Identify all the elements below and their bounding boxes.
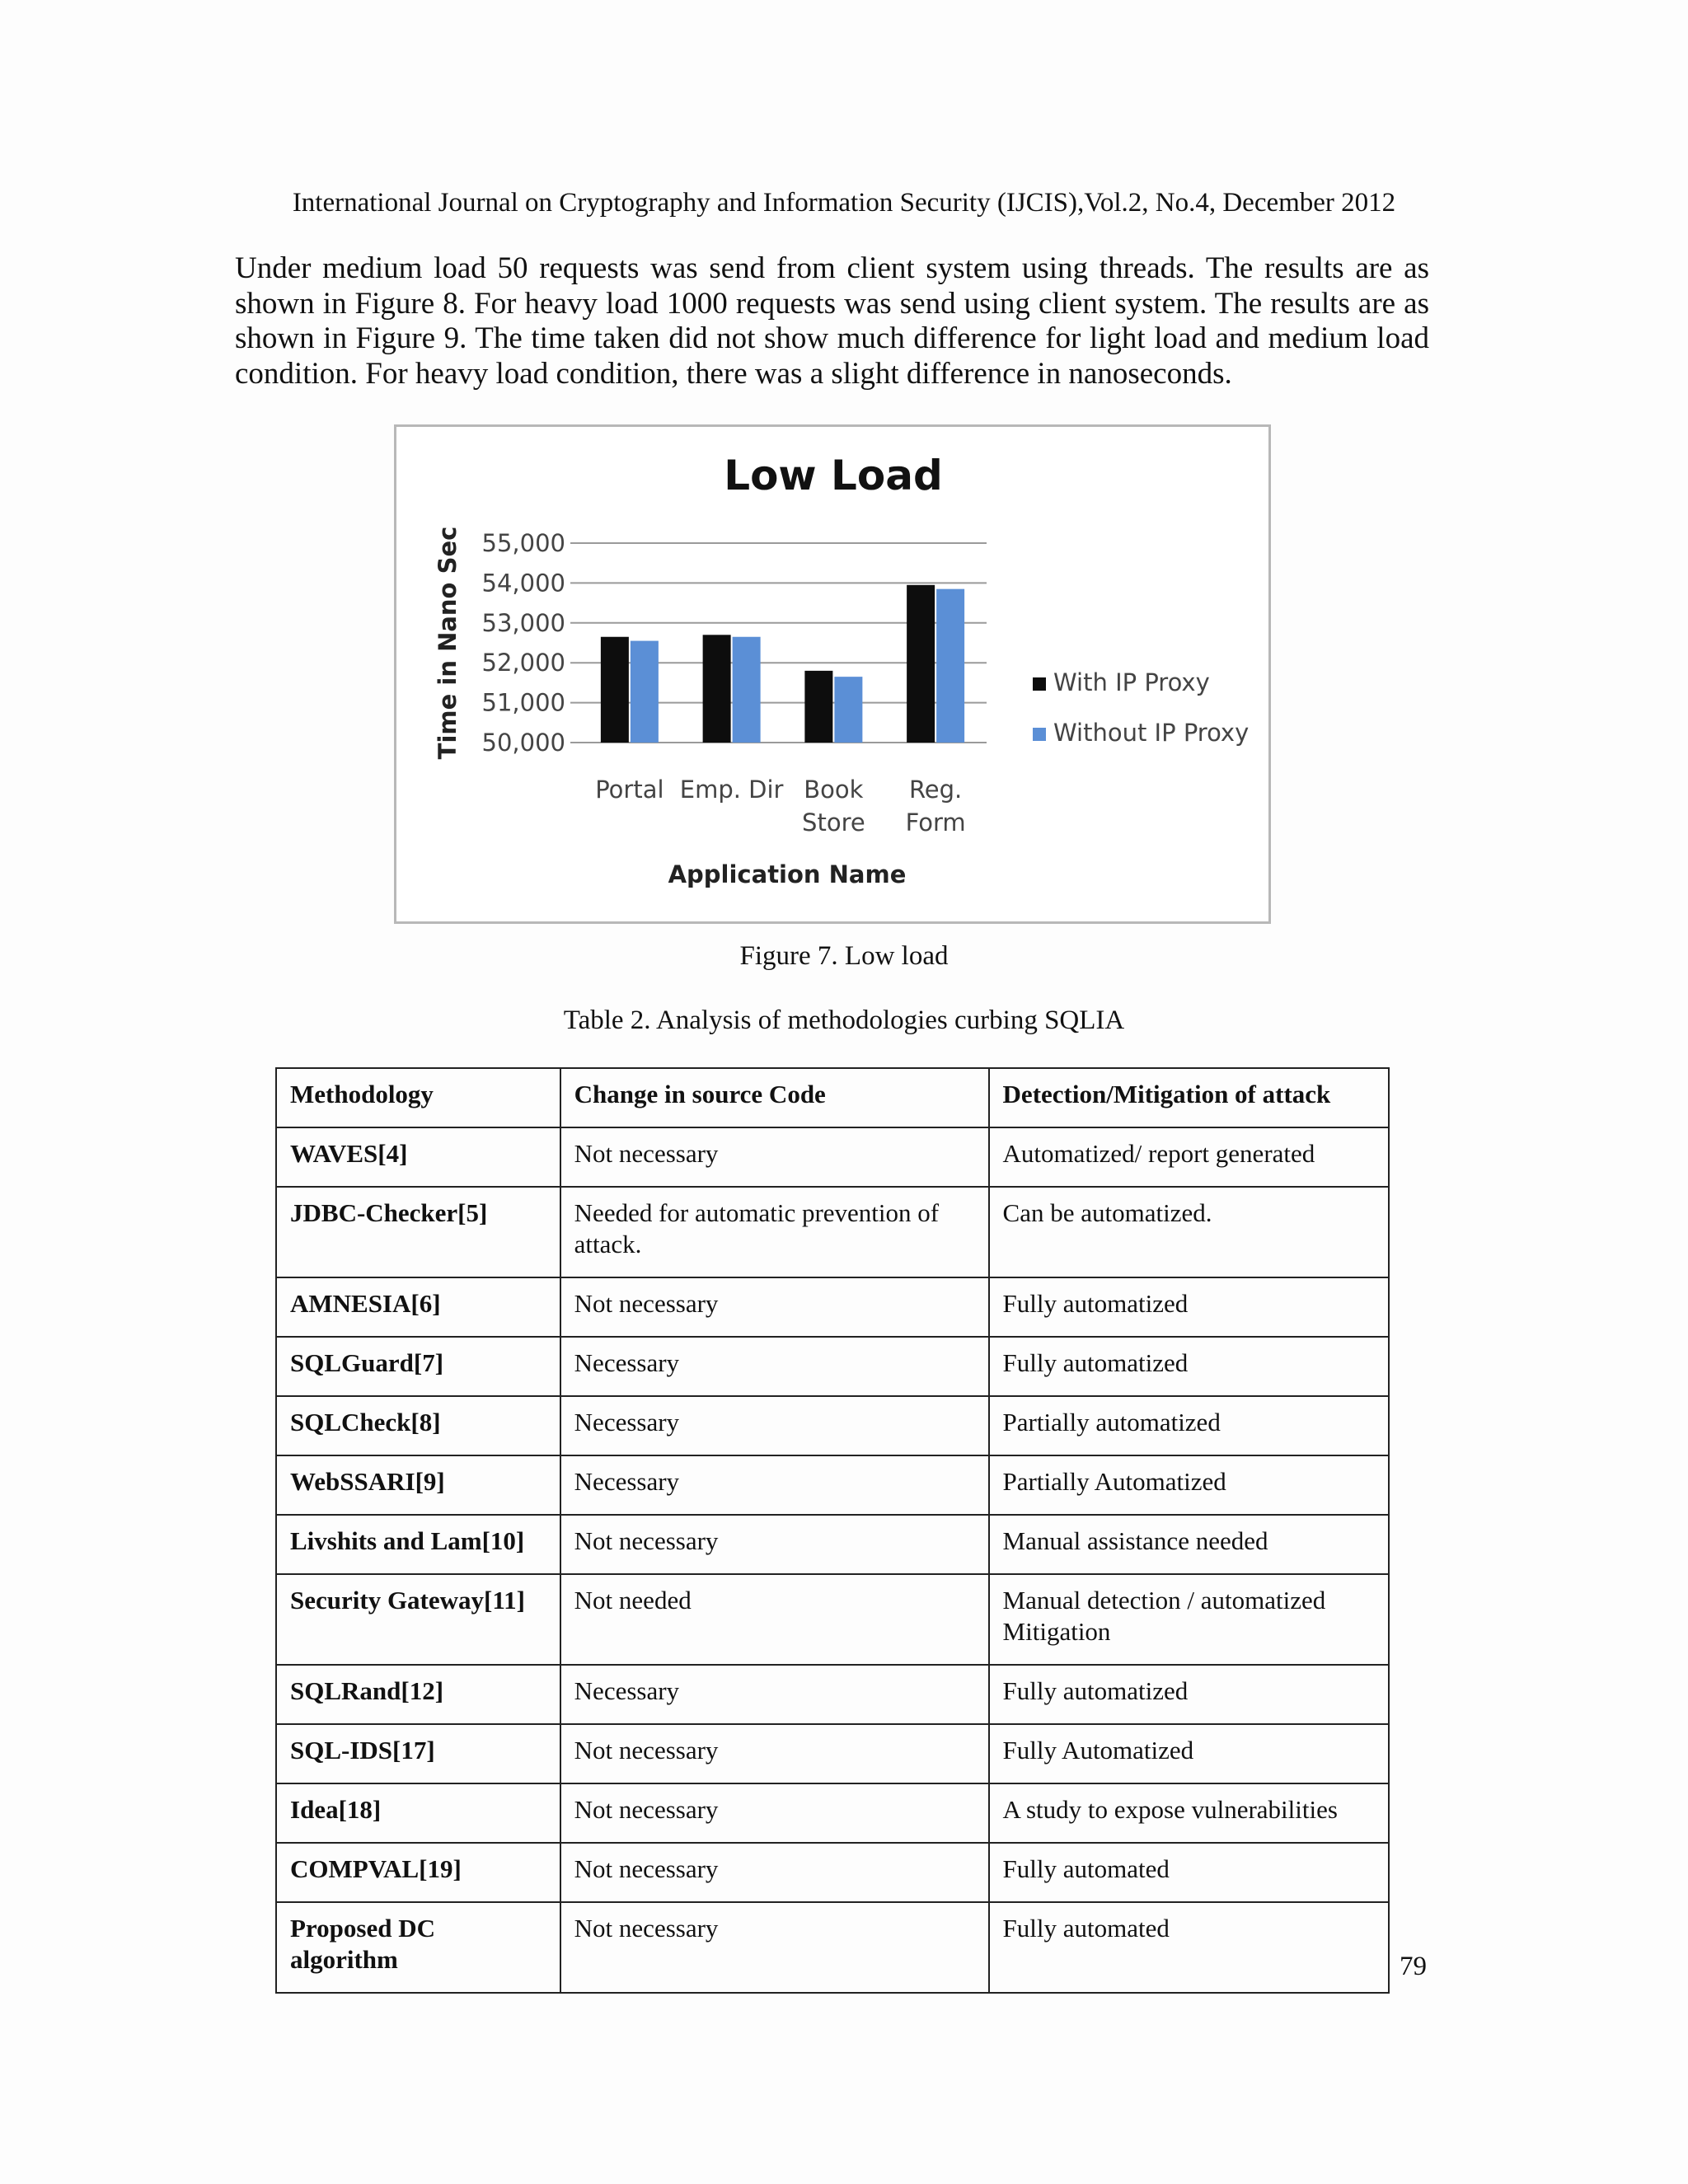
methodology-table <box>275 1067 1390 1994</box>
methodology-cell: Idea[18] <box>276 1783 560 1843</box>
x-category-label: Emp. Dir <box>679 776 784 804</box>
chart-canvas <box>396 427 1268 921</box>
body-paragraph: Under medium load 50 requests was send from client system using threads. The results are as shown in Figure 8. For heavy load 1000 requests was send using client system. The results are as shown in Figure 9. The time taken did not show much difference for light load and medium load condition. For heavy load condition, there was a slight difference in nanoseconds. <box>235 251 1429 391</box>
change-in-source-cell: Not necessary <box>560 1724 989 1783</box>
change-in-source-cell: Not necessary <box>560 1277 989 1337</box>
table-row <box>276 1515 1389 1574</box>
methodology-cell: WebSSARI[9] <box>276 1455 560 1515</box>
change-in-source-cell: Necessary <box>560 1396 989 1455</box>
bar-with-ip-proxy <box>804 671 832 743</box>
change-in-source-cell: Necessary <box>560 1665 989 1724</box>
detection-mitigation-cell: Fully Automatized <box>989 1724 1389 1783</box>
table-row <box>276 1843 1389 1902</box>
change-in-source-cell: Necessary <box>560 1337 989 1396</box>
methodology-cell: WAVES[4] <box>276 1127 560 1187</box>
table-row <box>276 1127 1389 1187</box>
change-in-source-cell: Not necessary <box>560 1515 989 1574</box>
change-in-source-cell: Necessary <box>560 1455 989 1515</box>
x-category-label: Book <box>804 776 864 804</box>
methodology-cell: Security Gateway[11] <box>276 1574 560 1665</box>
bar-without-ip-proxy <box>834 677 862 743</box>
methodology-cell: AMNESIA[6] <box>276 1277 560 1337</box>
legend-label: With IP Proxy <box>1053 668 1210 696</box>
low-load-chart <box>394 424 1271 924</box>
change-in-source-cell: Not necessary <box>560 1902 989 1993</box>
table-row <box>276 1455 1389 1515</box>
bar-without-ip-proxy <box>631 641 659 743</box>
methodology-cell: SQLCheck[8] <box>276 1396 560 1455</box>
change-in-source-cell: Not necessary <box>560 1783 989 1843</box>
change-in-source-cell: Not needed <box>560 1574 989 1665</box>
detection-mitigation-cell: Fully automated <box>989 1843 1389 1902</box>
legend-label: Without IP Proxy <box>1053 719 1250 747</box>
methodology-cell: Proposed DC algorithm <box>276 1902 560 1993</box>
detection-mitigation-cell: Fully automatized <box>989 1337 1389 1396</box>
bar-with-ip-proxy <box>703 635 731 743</box>
table-row <box>276 1724 1389 1783</box>
x-category-label: Form <box>905 808 966 837</box>
table-row <box>276 1902 1389 1993</box>
methodology-cell: Livshits and Lam[10] <box>276 1515 560 1574</box>
chart-title: Low Load <box>724 452 943 499</box>
table-row <box>276 1574 1389 1665</box>
table-row <box>276 1337 1389 1396</box>
y-tick-label: 51,000 <box>481 688 565 717</box>
y-tick-label: 50,000 <box>481 729 565 757</box>
change-in-source-cell: Needed for automatic prevention of attack. <box>560 1187 989 1277</box>
detection-mitigation-cell: Manual detection / automatized Mitigation <box>989 1574 1389 1665</box>
bar-without-ip-proxy <box>936 589 964 743</box>
table-body <box>276 1127 1389 1993</box>
detection-mitigation-cell: A study to expose vulnerabilities <box>989 1783 1389 1843</box>
x-axis-label: Application Name <box>668 860 907 888</box>
y-tick-label: 52,000 <box>481 649 565 677</box>
x-category-label: Portal <box>595 776 664 804</box>
y-tick-label: 54,000 <box>481 569 565 598</box>
change-in-source-cell: Not necessary <box>560 1127 989 1187</box>
methodology-cell: SQL-IDS[17] <box>276 1724 560 1783</box>
detection-mitigation-cell: Fully automated <box>989 1902 1389 1993</box>
y-tick-label: 53,000 <box>481 608 565 637</box>
legend-swatch <box>1033 677 1046 691</box>
methodology-cell: SQLGuard[7] <box>276 1337 560 1396</box>
bar-with-ip-proxy <box>601 637 629 743</box>
detection-mitigation-cell: Fully automatized <box>989 1277 1389 1337</box>
detection-mitigation-cell: Can be automatized. <box>989 1187 1389 1277</box>
legend-swatch <box>1033 728 1046 741</box>
page-number: 79 <box>1400 1952 1427 1981</box>
x-category-label: Reg. <box>908 776 963 804</box>
header-methodology: Methodology <box>276 1068 560 1127</box>
detection-mitigation-cell: Partially automatized <box>989 1396 1389 1455</box>
methodology-cell: JDBC-Checker[5] <box>276 1187 560 1277</box>
detection-mitigation-cell: Partially Automatized <box>989 1455 1389 1515</box>
table-header-row <box>276 1068 1389 1127</box>
journal-header: International Journal on Cryptography and Information Security (IJCIS),Vol.2, No.4, December 2012 <box>292 188 1396 218</box>
y-tick-label: 55,000 <box>481 529 565 557</box>
bar-without-ip-proxy <box>733 637 761 743</box>
table-caption: Table 2. Analysis of methodologies curbing SQLIA <box>563 1005 1125 1035</box>
table-row <box>276 1187 1389 1277</box>
x-category-label: Store <box>802 808 865 837</box>
table-row <box>276 1396 1389 1455</box>
change-in-source-cell: Not necessary <box>560 1843 989 1902</box>
table-row <box>276 1665 1389 1724</box>
detection-mitigation-cell: Automatized/ report generated <box>989 1127 1389 1187</box>
header-change-in-source-code: Change in source Code <box>560 1068 989 1127</box>
methodology-cell: COMPVAL[19] <box>276 1843 560 1902</box>
table-row <box>276 1783 1389 1843</box>
bar-with-ip-proxy <box>907 585 935 743</box>
y-axis-label: Time in Nano Sec <box>434 526 462 760</box>
detection-mitigation-cell: Manual assistance needed <box>989 1515 1389 1574</box>
figure-caption: Figure 7. Low load <box>739 941 949 971</box>
table-row <box>276 1277 1389 1337</box>
header-detection-mitigation: Detection/Mitigation of attack <box>989 1068 1389 1127</box>
methodology-cell: SQLRand[12] <box>276 1665 560 1724</box>
detection-mitigation-cell: Fully automatized <box>989 1665 1389 1724</box>
